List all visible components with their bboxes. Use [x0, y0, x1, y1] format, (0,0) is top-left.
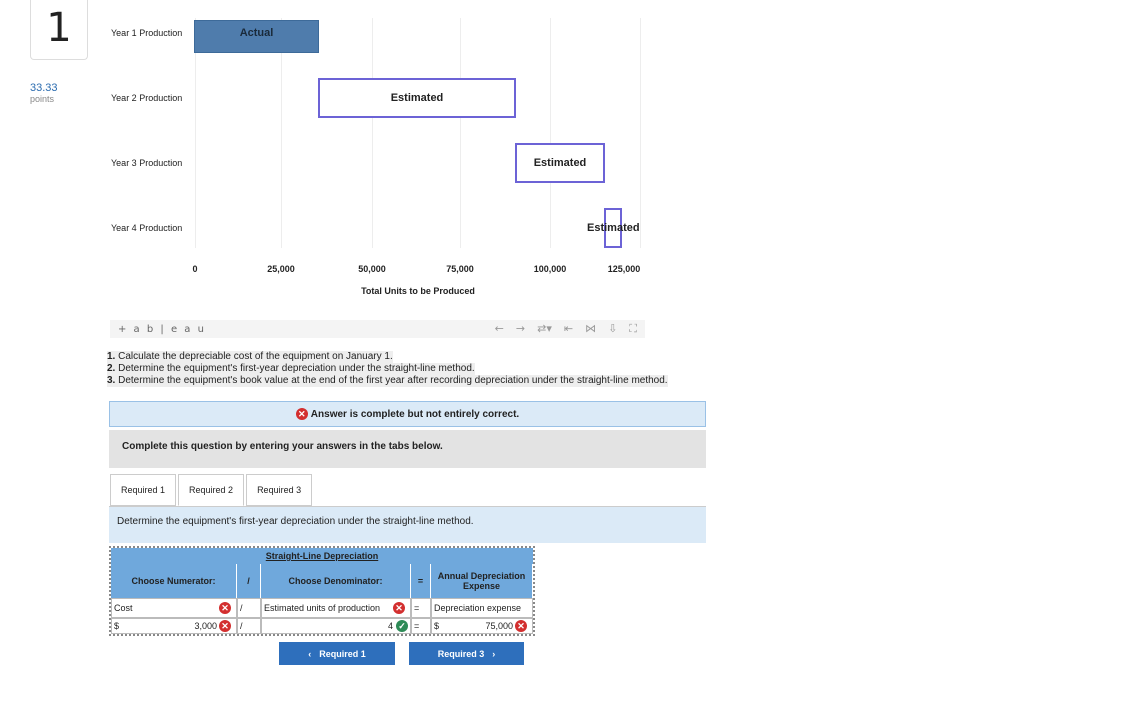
x-tick: 0 [192, 264, 198, 274]
tableau-toolbar [110, 320, 645, 338]
complete-prompt: Complete this question by entering your answers in the tabs below. [109, 430, 706, 468]
row-label-year-2: Year 2 Production [111, 93, 183, 103]
denominator-select[interactable]: Estimated units of production ✕ [261, 598, 411, 618]
header-result: Annual Depreciation Expense [431, 564, 533, 598]
chevron-right-icon: › [492, 648, 496, 659]
bar-year-4-estimated [587, 208, 640, 248]
download-icon[interactable]: ⇩ [608, 322, 618, 335]
points-label: points [30, 94, 55, 104]
instructions [107, 351, 668, 387]
slash-cell: / [237, 598, 261, 618]
row-label-year-1: Year 1 Production [111, 28, 183, 38]
x-axis-title: Total Units to be Produced [361, 286, 475, 296]
table-row [111, 598, 533, 618]
x-circle-icon: ✕ [219, 620, 231, 632]
gridline [460, 18, 461, 248]
share-icon[interactable]: ⋈ [585, 322, 597, 335]
status-banner [109, 401, 706, 427]
prev-button[interactable]: ‹ Required 1 [279, 642, 395, 665]
result-input[interactable]: $ 75,000 ✕ [431, 618, 533, 634]
production-chart [0, 0, 1121, 300]
x-circle-icon: ✕ [296, 408, 308, 420]
instruction-2: 2. Determine the equipment's first-year depreciation under the straight-line method. [107, 363, 475, 374]
fullscreen-icon[interactable]: ⛶ [629, 322, 637, 335]
row-label-year-3: Year 3 Production [111, 158, 183, 168]
denominator-input[interactable]: 4 ✓ [261, 618, 411, 634]
tab-bar [110, 474, 312, 506]
gridline [372, 18, 373, 248]
result-select[interactable]: Depreciation expense [431, 598, 533, 618]
gridline [640, 18, 641, 248]
x-tick: 50,000 [358, 264, 386, 274]
x-circle-icon: ✕ [219, 602, 231, 614]
bar-year-4-label: Estimated [587, 222, 640, 234]
tab-panel-text: Determine the equipment's first-year depreciation under the straight-line method. [109, 506, 706, 543]
x-tick: 25,000 [267, 264, 295, 274]
tab-required-1[interactable]: Required 1 [110, 474, 176, 506]
bar-year-3-estimated: Estimated [515, 143, 605, 183]
header-numerator: Choose Numerator: [111, 564, 237, 598]
header-denominator: Choose Denominator: [261, 564, 411, 598]
bar-year-1-actual: Actual [194, 20, 319, 53]
table-header [111, 564, 533, 598]
next-button[interactable]: Required 3 › [409, 642, 524, 665]
tableau-logo[interactable]: + a b | e a u [118, 323, 206, 335]
tab-required-3[interactable]: Required 3 [246, 474, 312, 506]
instruction-3: 3. Determine the equipment's book value at the end of the first year after recording depreciation under the straight-line method. [107, 375, 668, 386]
instruction-1: 1. Calculate the depreciable cost of the equipment on January 1. [107, 351, 393, 362]
x-circle-icon: ✕ [515, 620, 527, 632]
reset-icon[interactable]: ⇤ [563, 322, 574, 335]
table-row [111, 618, 533, 634]
numerator-select[interactable]: Cost ✕ [111, 598, 237, 618]
chevron-left-icon: ‹ [308, 648, 312, 659]
x-circle-icon: ✕ [393, 602, 405, 614]
points-value: 33.33 [30, 82, 58, 94]
straight-line-table [109, 546, 535, 636]
x-tick: 100,000 [533, 264, 567, 274]
table-title: Straight-Line Depreciation [111, 548, 533, 564]
slash-cell: / [237, 618, 261, 634]
row-label-year-4: Year 4 Production [111, 223, 183, 233]
bar-year-2-estimated: Estimated [318, 78, 516, 118]
status-text: Answer is complete but not entirely correct. [310, 408, 520, 420]
x-tick: 75,000 [446, 264, 474, 274]
redo-icon[interactable]: → [515, 322, 526, 335]
tab-required-2[interactable]: Required 2 [178, 474, 244, 506]
numerator-input[interactable]: $ 3,000 ✕ [111, 618, 237, 634]
header-slash: / [237, 564, 261, 598]
x-tick: 125,000 [607, 264, 641, 274]
equals-cell: = [411, 598, 431, 618]
header-equals: = [411, 564, 431, 598]
undo-icon[interactable]: ← [494, 322, 504, 335]
gridline [550, 18, 551, 248]
revert-icon[interactable]: ⇄▾ [537, 322, 552, 335]
question-number: 1 [30, 0, 88, 60]
check-circle-icon: ✓ [396, 620, 408, 632]
equals-cell: = [411, 618, 431, 634]
